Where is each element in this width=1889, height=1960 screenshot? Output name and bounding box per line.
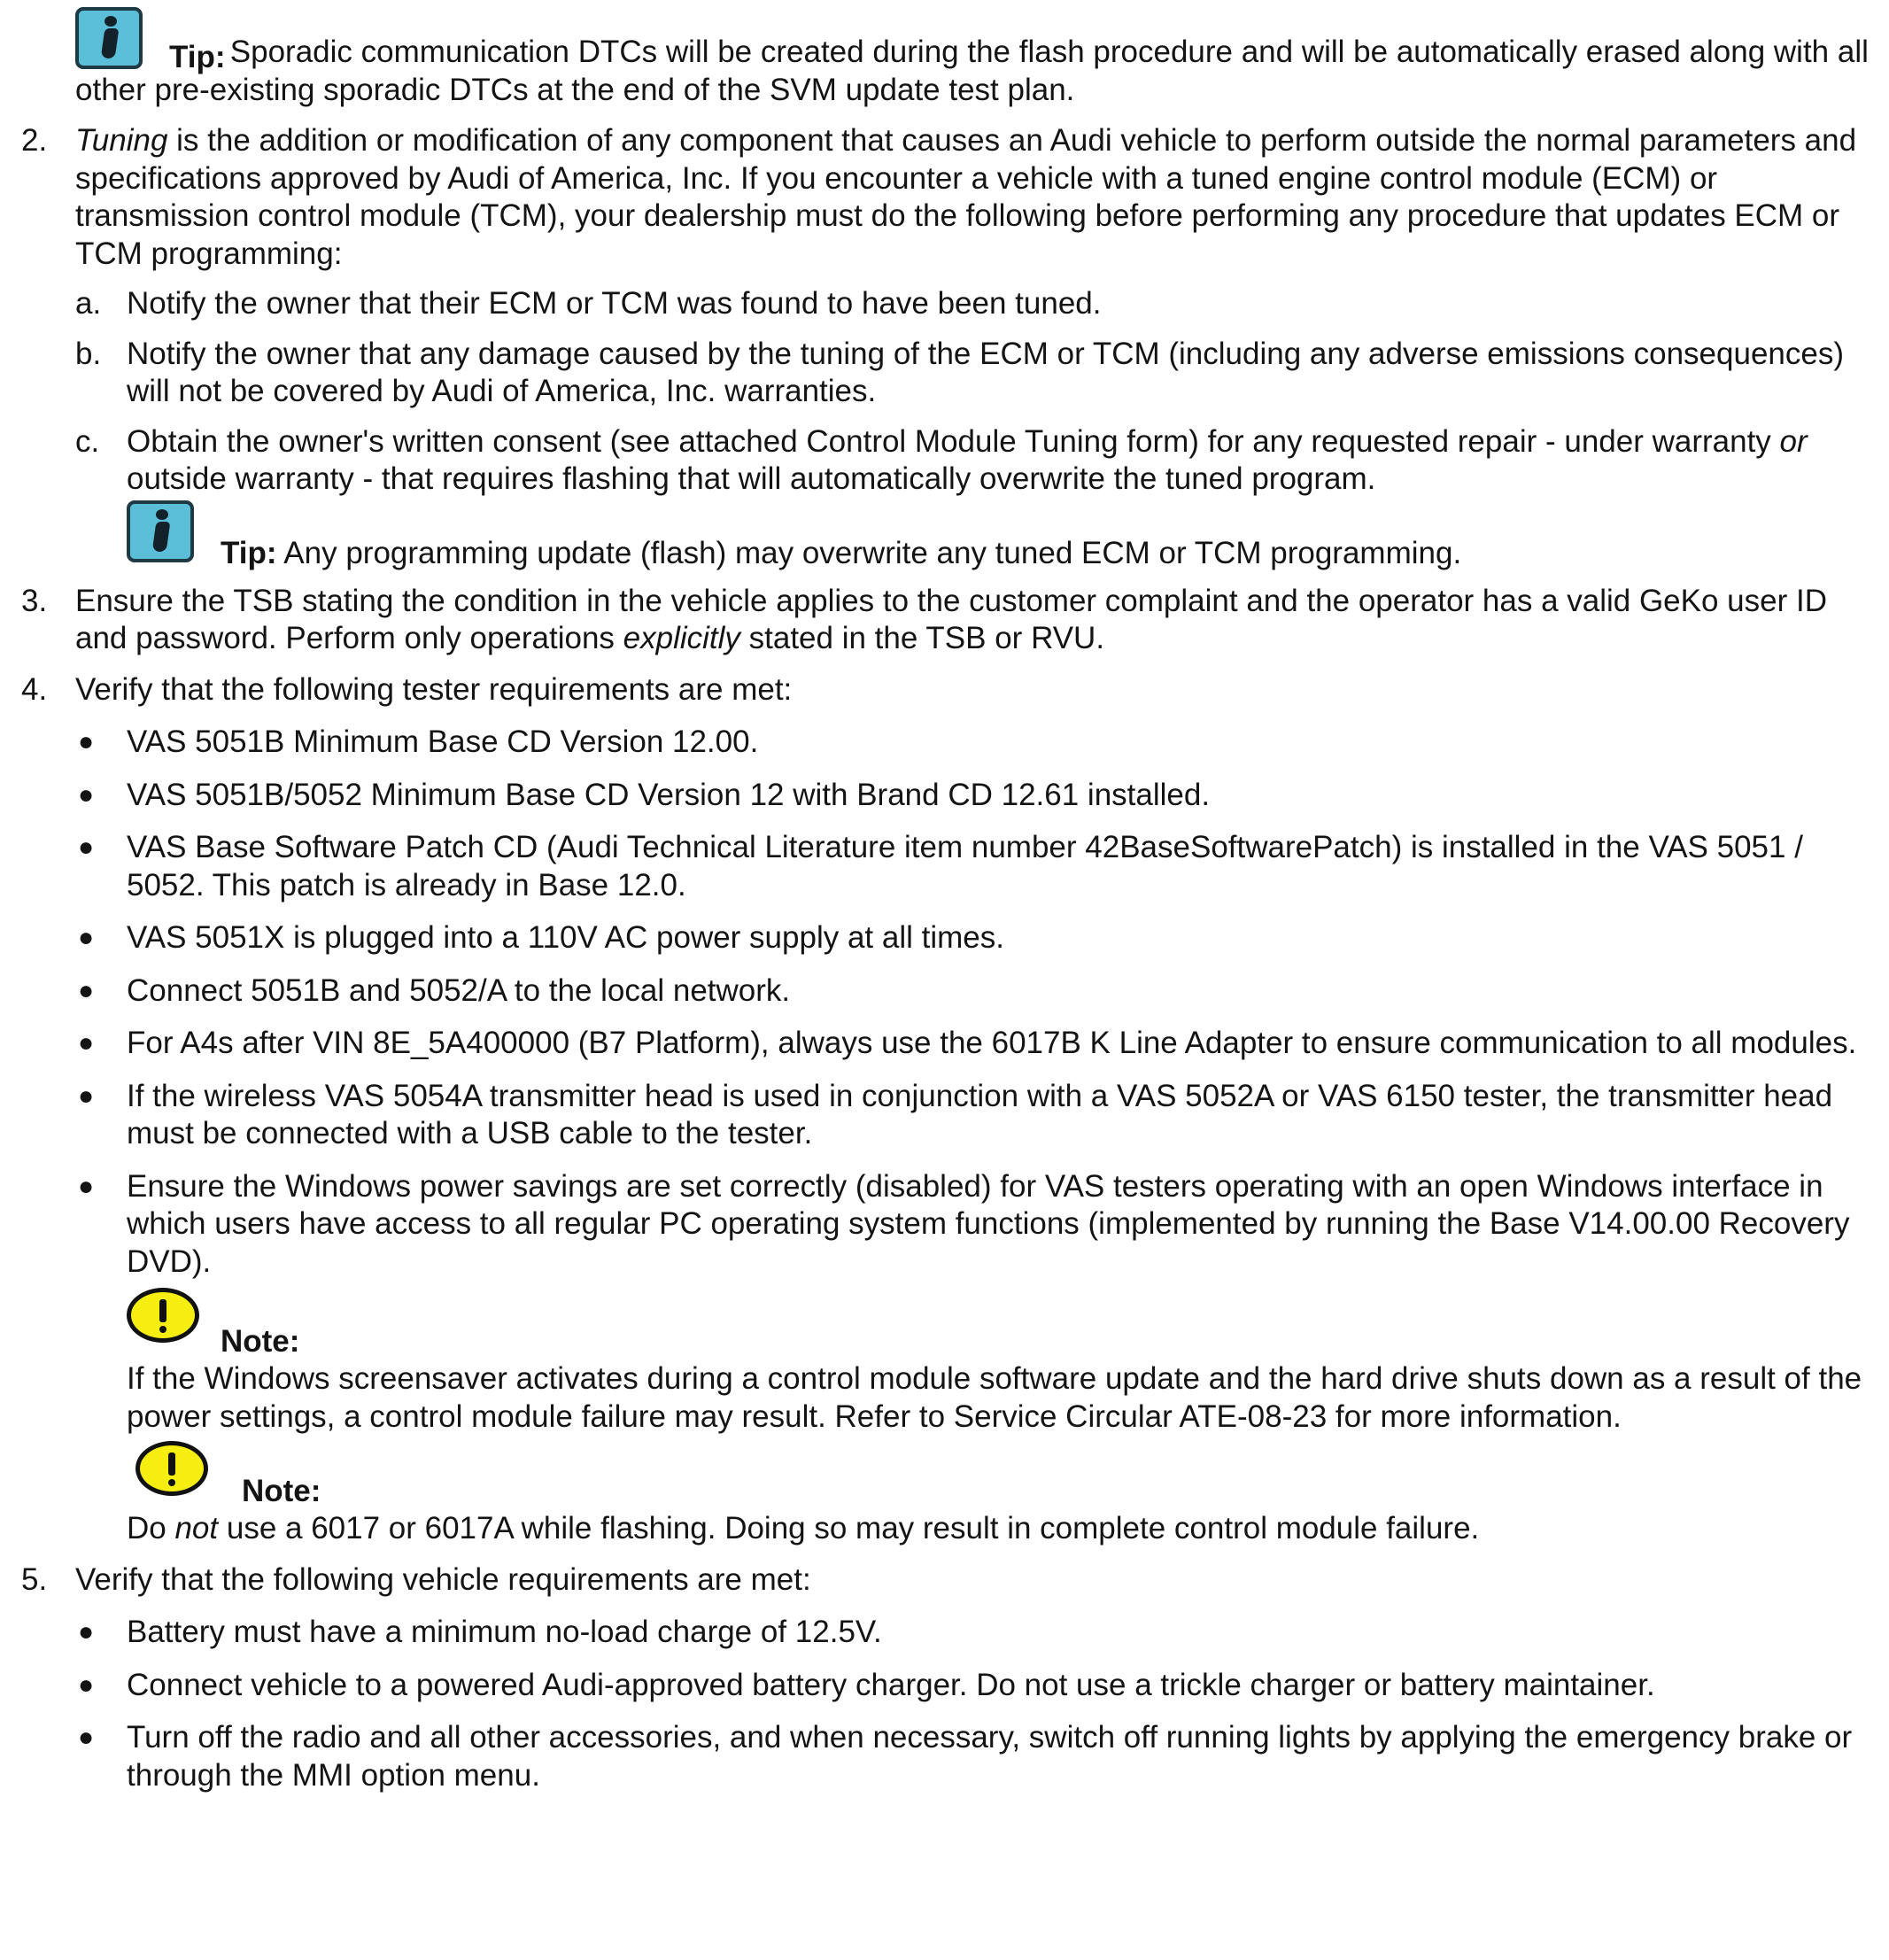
bullet-item: ● For A4s after VIN 8E_5A400000 (B7 Platform), always use the 6017B K Line Adapter to ensure communication to all modules. [0, 1025, 1889, 1063]
list-item-2: 2. Tuning is the addition or modification of any component that causes an Audi vehicle to perform outside the normal parameters and specifications approved by Audi of America, Inc. If you encounter a vehicle with a tuned engine control module (ECM) or transmission control module (TCM), your dealership must do the following before performing any procedure that updates ECM or TCM programming: [21, 123, 1857, 271]
bullet-item: ● Turn off the radio and all other accessories, and when necessary, switch off running lights by applying the emergency brake or through the MMI option menu. [78, 1720, 1853, 1793]
bullet-item: ● VAS Base Software Patch CD (Audi Technical Literature item number 42BaseSoftwarePatch) is installed in the VAS 5051 / 5052. This patch is already in Base 12.0. [78, 830, 1803, 903]
note-block [0, 1281, 1889, 1436]
bullet-item: ● If the wireless VAS 5054A transmitter head is used in conjunction with a VAS 5052A or VAS 6150 tester, the transmitter head must be connected with a USB cable to the tester. [78, 1078, 1833, 1150]
tip-label: Tip: [169, 39, 226, 74]
bullet-icon: ● [78, 1723, 95, 1752]
note-body: Do not use a 6017 or 6017A while flashing. Doing so may result in complete control module failure. [127, 1511, 1480, 1546]
bullet-icon: ● [78, 1171, 95, 1201]
warning-icon [135, 1441, 208, 1496]
tip-label: Tip: [221, 536, 277, 570]
tip-body: Sporadic communication DTCs will be created during the flash procedure and will be automatically erased along with all other pre-existing sporadic DTCs at the end of the SVM update test plan. [75, 35, 1869, 107]
bullet-icon: ● [78, 923, 95, 952]
note-block [0, 1436, 1889, 1548]
bullet-icon: ● [78, 1028, 95, 1057]
bullet-icon: ● [78, 975, 95, 1005]
note-body: If the Windows screensaver activates during a control module software update and the hard drive shuts down as a result of the power settings, a control module failure may result. Refer to Service Circular ATE-08-23 for more information. [127, 1361, 1862, 1434]
bullet-item: ● VAS 5051X is plugged into a 110V AC power supply at all times. [0, 919, 1889, 957]
sub-item-a: a. Notify the owner that their ECM or TCM was found to have been tuned. [75, 286, 1102, 321]
bullet-item: ● Battery must have a minimum no-load charge of 12.5V. [0, 1614, 1889, 1652]
item-number: 3. [21, 583, 48, 618]
bullet-item: ● Connect vehicle to a powered Audi-approved battery charger. Do not use a trickle charger or battery maintainer. [0, 1667, 1889, 1705]
bullet-icon: ● [78, 1669, 95, 1700]
warning-icon [127, 1288, 199, 1343]
tip-body: Any programming update (flash) may overwrite any tuned ECM or TCM programming. [276, 536, 1462, 570]
item-number: 5. [21, 1561, 48, 1597]
italic-term: Tuning [75, 123, 168, 158]
info-icon [127, 500, 194, 562]
item-number: 2. [21, 123, 48, 158]
note-label: Note: [242, 1473, 321, 1508]
item-number: 4. [21, 671, 48, 707]
bullet-item: ● VAS 5051B/5052 Minimum Base CD Version 12 with Brand CD 12.61 installed. [0, 777, 1889, 815]
bullet-icon: ● [78, 833, 95, 862]
bullet-icon: ● [78, 779, 95, 810]
sub-item-b: b. Notify the owner that any damage caused by the tuning of the ECM or TCM (including any adverse emissions consequences) will not be covered by Audi of America, Inc. warranties. [75, 336, 1844, 408]
bullet-item: ● VAS 5051B Minimum Base CD Version 12.00. [0, 724, 1889, 762]
tip-text [0, 34, 1889, 109]
tip-block [0, 499, 1889, 569]
list-item-4: 4. Verify that the following tester requirements are met: [0, 671, 1889, 709]
list-item-5: 5. Verify that the following vehicle requirements are met: [0, 1561, 1889, 1600]
sub-item-c: c. Obtain the owner's written consent (see attached Control Module Tuning form) for any requested repair - under warranty or outside warranty - that requires flashing that will automatically overwrite the tuned program. [75, 423, 1808, 496]
list-item-3: 3. Ensure the TSB stating the condition in the vehicle applies to the customer complaint and the operator has a valid GeKo user ID and password. Perform only operations explicitly stated in the TSB or RVU. [21, 583, 1827, 655]
note-label: Note: [221, 1323, 300, 1359]
bullet-item: ● Ensure the Windows power savings are set correctly (disabled) for VAS testers operating with an open Windows interface in which users have access to all regular PC operating system functions (implemented by running the Base V14.00.00 Recovery DVD). [78, 1168, 1850, 1279]
bullet-icon: ● [78, 1617, 95, 1646]
bullet-icon: ● [78, 1081, 95, 1111]
bullet-icon: ● [78, 727, 95, 756]
bullet-item: ● Connect 5051B and 5052/A to the local network. [0, 972, 1889, 1011]
